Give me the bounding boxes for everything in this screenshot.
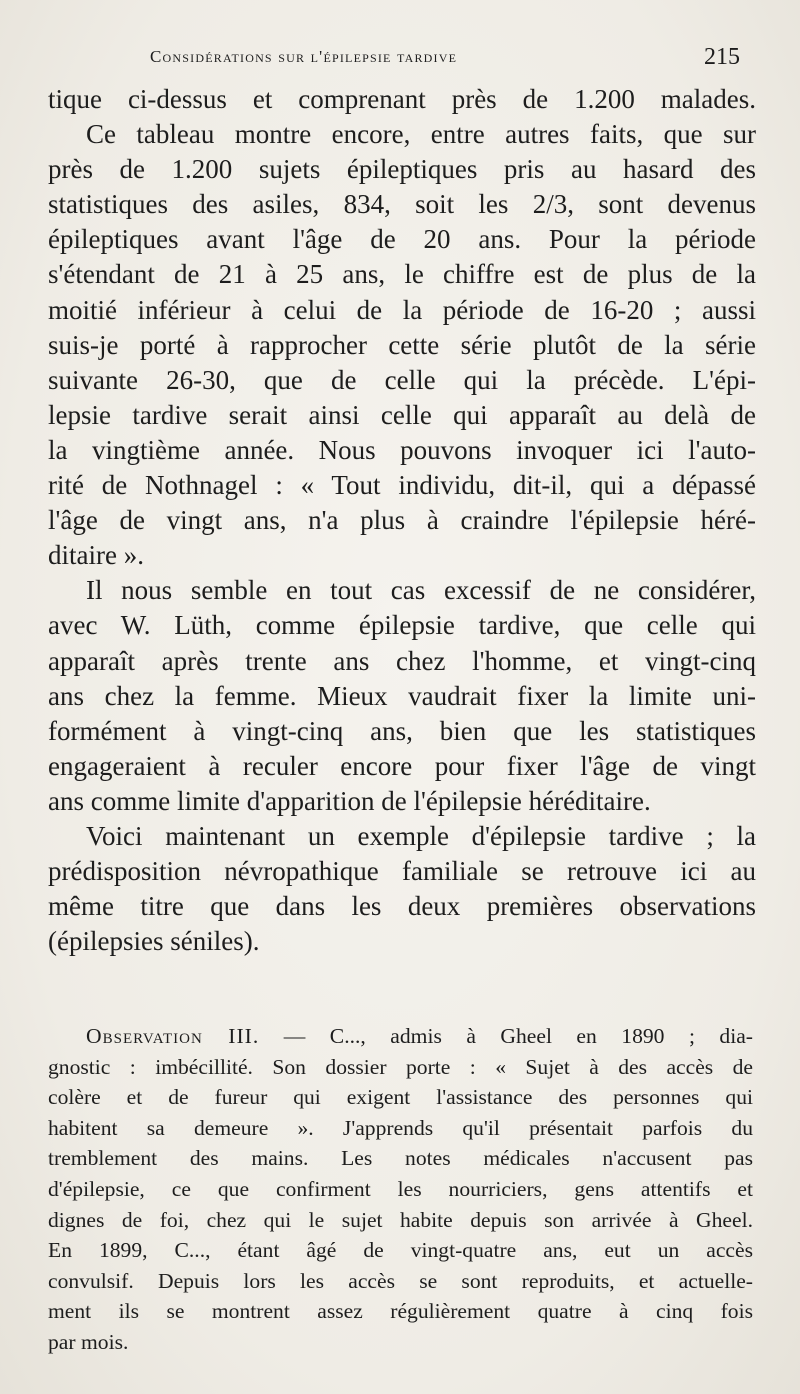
text-line: épileptiques avant l'âge de 20 ans. Pour la période (48, 224, 756, 255)
paragraph-3 (48, 819, 756, 959)
text-line: apparaît après trente ans chez l'homme, et vingt-cinq (48, 645, 756, 676)
observation-first-line-rest: — C..., admis à Gheel en 1890 ; dia- (259, 1024, 753, 1048)
running-head (150, 44, 750, 74)
page-number: 215 (704, 44, 740, 70)
text-line: ans chez la femme. Mieux vaudrait fixer la limite uni- (48, 680, 756, 711)
observation-line: d'épilepsie, ce que confirment les nourriciers, gens attentifs et (48, 1176, 753, 1201)
observation-line: En 1899, C..., étant âgé de vingt-quatre ans, eut un accès (48, 1238, 753, 1263)
observation-line: gnostic : imbécillité. Son dossier porte : « Sujet à des accès de (48, 1054, 753, 1079)
text-line: ditaire ». (48, 540, 144, 571)
text-line: rité de Nothnagel : « Tout individu, dit-il, qui a dépassé (48, 470, 756, 501)
observation-heading: Observation III. (86, 1024, 260, 1048)
text-line: tique ci-dessus et comprenant près de 1.200 malades. (48, 84, 756, 114)
observation-line: colère et de fureur qui exigent l'assistance des personnes qui (48, 1085, 753, 1110)
text-line: près de 1.200 sujets épileptiques pris au hasard des (48, 154, 756, 185)
text-line: prédisposition névropathique familiale se retrouve ici au (48, 856, 756, 887)
text-line: statistiques des asiles, 834, soit les 2/3, sont devenus (48, 189, 756, 220)
observation-line: dignes de foi, chez qui le sujet habite depuis son arrivée à Gheel. (48, 1207, 753, 1232)
text-line: suis-je porté à rapprocher cette série plutôt de la série (48, 329, 756, 360)
text-line: (épilepsies séniles). (48, 926, 260, 957)
body-text (48, 82, 756, 959)
text-line: engageraient à reculer encore pour fixer l'âge de vingt (48, 750, 756, 781)
text-line: l'âge de vingt ans, n'a plus à craindre l'épilepsie héré- (48, 505, 756, 536)
paragraph-2 (48, 573, 756, 819)
observation-line: habitent sa demeure ». J'apprends qu'il présentait parfois du (48, 1115, 753, 1140)
text-line: Ce tableau montre encore, entre autres faits, que sur (86, 119, 756, 150)
text-line: même titre que dans les deux premières observations (48, 891, 756, 922)
text-line: suivante 26-30, que de celle qui la précède. L'épi- (48, 364, 756, 395)
text-line: lepsie tardive serait ainsi celle qui apparaît au delà de (48, 399, 756, 430)
observation-line: ment ils se montrent assez régulièrement quatre à cinq fois (48, 1299, 753, 1324)
text-line: avec W. Lüth, comme épilepsie tardive, que celle qui (48, 610, 756, 641)
text-line: Il nous semble en tout cas excessif de ne considérer, (86, 575, 756, 606)
observation-line: convulsif. Depuis lors les accès se sont reproduits, et actuelle- (48, 1268, 753, 1293)
observation-first-line (48, 1021, 753, 1052)
running-title: Considérations sur l'épilepsie tardive (150, 47, 458, 66)
text-line: ans comme limite d'apparition de l'épilepsie héréditaire. (48, 785, 651, 816)
text-line: Voici maintenant un exemple d'épilepsie tardive ; la (86, 820, 756, 851)
observation-line: tremblement des mains. Les notes médicales n'accusent pas (48, 1146, 753, 1171)
observation-block (48, 1021, 753, 1358)
text-line: la vingtième année. Nous pouvons invoquer ici l'auto- (48, 434, 756, 465)
text-line: formément à vingt-cinq ans, bien que les statistiques (48, 715, 756, 746)
paragraph-1 (48, 82, 756, 573)
text-line: s'étendant de 21 à 25 ans, le chiffre est de plus de la (48, 259, 756, 290)
observation-line: par mois. (48, 1329, 129, 1354)
text-line: moitié inférieur à celui de la période de 16-20 ; aussi (48, 294, 756, 325)
